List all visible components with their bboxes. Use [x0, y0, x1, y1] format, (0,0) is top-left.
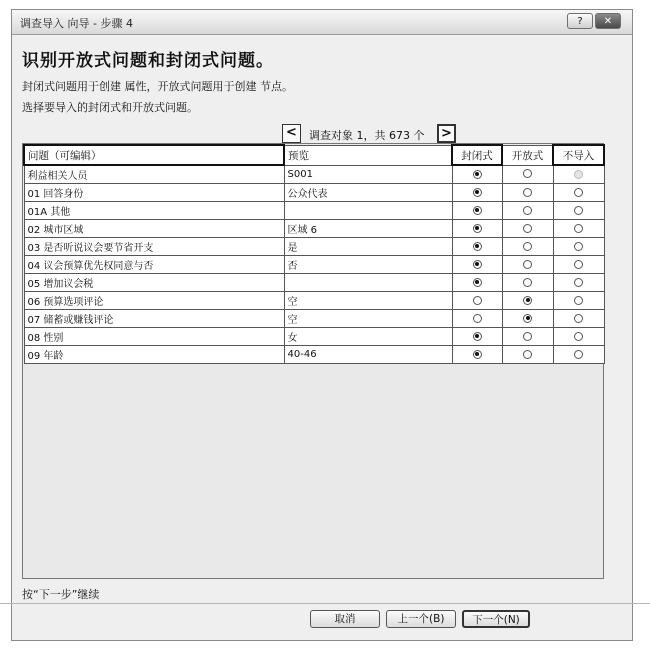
closed-radio-cell	[452, 310, 502, 328]
description-line-2: 选择要导入的封闭式和开放式问题。	[22, 101, 198, 114]
closed-radio[interactable]	[473, 314, 482, 323]
previous-respondent-button[interactable]	[282, 124, 301, 143]
closed-radio-cell	[452, 328, 502, 346]
open-radio-cell	[502, 328, 553, 346]
help-button[interactable]: ?	[567, 13, 593, 29]
table-row	[24, 202, 604, 220]
do-not-import-radio[interactable]	[574, 350, 583, 359]
question-cell[interactable]: 01 回答身份	[24, 184, 284, 202]
do-not-import-radio-cell	[553, 328, 604, 346]
do-not-import-radio-cell	[553, 165, 604, 184]
question-cell[interactable]: 02 城市区域	[24, 220, 284, 238]
question-cell[interactable]: 05 增加议会税	[24, 274, 284, 292]
closed-radio[interactable]	[473, 188, 482, 197]
closed-radio[interactable]	[473, 296, 482, 305]
do-not-import-radio-cell	[553, 238, 604, 256]
table-row	[24, 346, 604, 364]
column-header-do-not-import[interactable]: 不导入	[553, 145, 604, 165]
open-radio-cell	[502, 256, 553, 274]
continue-hint: 按“下一步”继续	[22, 588, 100, 601]
preview-cell	[284, 202, 452, 220]
preview-cell: 空	[284, 310, 452, 328]
closed-radio[interactable]	[473, 206, 482, 215]
do-not-import-radio[interactable]	[574, 188, 583, 197]
do-not-import-radio-cell	[553, 256, 604, 274]
closed-radio-cell	[452, 202, 502, 220]
next-respondent-button[interactable]	[437, 124, 456, 143]
do-not-import-radio-cell	[553, 292, 604, 310]
preview-cell: 空	[284, 292, 452, 310]
closed-radio[interactable]	[473, 242, 482, 251]
question-grid	[22, 143, 604, 579]
question-cell[interactable]: 08 性别	[24, 328, 284, 346]
question-cell[interactable]: 利益相关人员	[24, 165, 284, 184]
do-not-import-radio-cell	[553, 274, 604, 292]
preview-cell	[284, 274, 452, 292]
do-not-import-radio-cell	[553, 220, 604, 238]
next-button[interactable]: 下一个(N)	[462, 610, 530, 628]
closed-radio[interactable]	[473, 278, 482, 287]
preview-cell: 女	[284, 328, 452, 346]
closed-radio-cell	[452, 220, 502, 238]
window-title: 调查导入 向导 - 步骤 4	[20, 17, 133, 30]
closed-radio-cell	[452, 256, 502, 274]
respondent-counter: 调查对象 1，共 673 个	[309, 129, 425, 142]
preview-cell: 40-46	[284, 346, 452, 364]
question-cell[interactable]: 04 议会预算优先权同意与否	[24, 256, 284, 274]
back-button[interactable]: 上一个(B)	[386, 610, 456, 628]
do-not-import-radio-cell	[553, 310, 604, 328]
table-row	[24, 165, 604, 184]
table-header-row	[24, 145, 604, 165]
column-header-open[interactable]: 开放式	[502, 145, 553, 165]
table-row	[24, 256, 604, 274]
open-radio[interactable]	[523, 278, 532, 287]
column-header-closed[interactable]: 封闭式	[452, 145, 502, 165]
open-radio-cell	[502, 202, 553, 220]
do-not-import-radio-cell	[553, 346, 604, 364]
do-not-import-radio[interactable]	[574, 314, 583, 323]
open-radio-cell	[502, 310, 553, 328]
description-line-1: 封闭式问题用于创建 属性，开放式问题用于创建 节点。	[22, 80, 293, 93]
open-radio[interactable]	[523, 169, 532, 178]
closed-radio[interactable]	[473, 350, 482, 359]
open-radio[interactable]	[523, 242, 532, 251]
question-cell[interactable]: 09 年龄	[24, 346, 284, 364]
do-not-import-radio[interactable]	[574, 242, 583, 251]
open-radio-cell	[502, 292, 553, 310]
do-not-import-radio[interactable]	[574, 260, 583, 269]
open-radio-cell	[502, 274, 553, 292]
closed-radio-cell	[452, 274, 502, 292]
question-cell[interactable]: 07 储蓄或赚钱评论	[24, 310, 284, 328]
closed-radio[interactable]	[473, 224, 482, 233]
question-cell[interactable]: 06 预算选项评论	[24, 292, 284, 310]
do-not-import-radio[interactable]	[574, 278, 583, 287]
open-radio-cell	[502, 238, 553, 256]
do-not-import-radio-cell	[553, 184, 604, 202]
preview-cell: 是	[284, 238, 452, 256]
footer-divider	[0, 603, 650, 604]
closed-radio[interactable]	[473, 332, 482, 341]
closed-radio-cell	[452, 165, 502, 184]
question-cell[interactable]: 03 是否听说议会要节省开支	[24, 238, 284, 256]
closed-radio-cell	[452, 346, 502, 364]
closed-radio-cell	[452, 292, 502, 310]
open-radio[interactable]	[523, 350, 532, 359]
chevron-right-icon: >	[441, 126, 452, 141]
do-not-import-radio[interactable]	[574, 296, 583, 305]
close-button[interactable]: ✕	[595, 13, 621, 29]
preview-cell: S001	[284, 165, 452, 184]
page-heading: 识别开放式问题和封闭式问题。	[22, 51, 274, 71]
column-header-question[interactable]: 问题（可编辑）	[24, 145, 284, 165]
question-cell[interactable]: 01A 其他	[24, 202, 284, 220]
table-row	[24, 184, 604, 202]
title-bar	[12, 10, 632, 35]
open-radio[interactable]	[523, 206, 532, 215]
do-not-import-radio	[574, 170, 583, 179]
table-row	[24, 238, 604, 256]
open-radio[interactable]	[523, 296, 532, 305]
preview-cell: 区域 6	[284, 220, 452, 238]
closed-radio-cell	[452, 238, 502, 256]
table-row	[24, 310, 604, 328]
cancel-button[interactable]: 取消	[310, 610, 380, 628]
closed-radio-cell	[452, 184, 502, 202]
preview-cell: 否	[284, 256, 452, 274]
table-row	[24, 220, 604, 238]
do-not-import-radio-cell	[553, 202, 604, 220]
closed-radio[interactable]	[473, 170, 482, 179]
open-radio-cell	[502, 165, 553, 184]
open-radio-cell	[502, 346, 553, 364]
table-row	[24, 274, 604, 292]
open-radio[interactable]	[523, 188, 532, 197]
open-radio[interactable]	[523, 224, 532, 233]
closed-radio[interactable]	[473, 260, 482, 269]
open-radio-cell	[502, 184, 553, 202]
open-radio[interactable]	[523, 260, 532, 269]
question-table	[23, 144, 605, 364]
open-radio-cell	[502, 220, 553, 238]
chevron-left-icon: <	[286, 125, 297, 140]
do-not-import-radio[interactable]	[574, 224, 583, 233]
preview-cell: 公众代表	[284, 184, 452, 202]
table-row	[24, 328, 604, 346]
open-radio[interactable]	[523, 332, 532, 341]
column-header-preview[interactable]: 预览	[284, 145, 452, 165]
do-not-import-radio[interactable]	[574, 332, 583, 341]
table-row	[24, 292, 604, 310]
open-radio[interactable]	[523, 314, 532, 323]
do-not-import-radio[interactable]	[574, 206, 583, 215]
